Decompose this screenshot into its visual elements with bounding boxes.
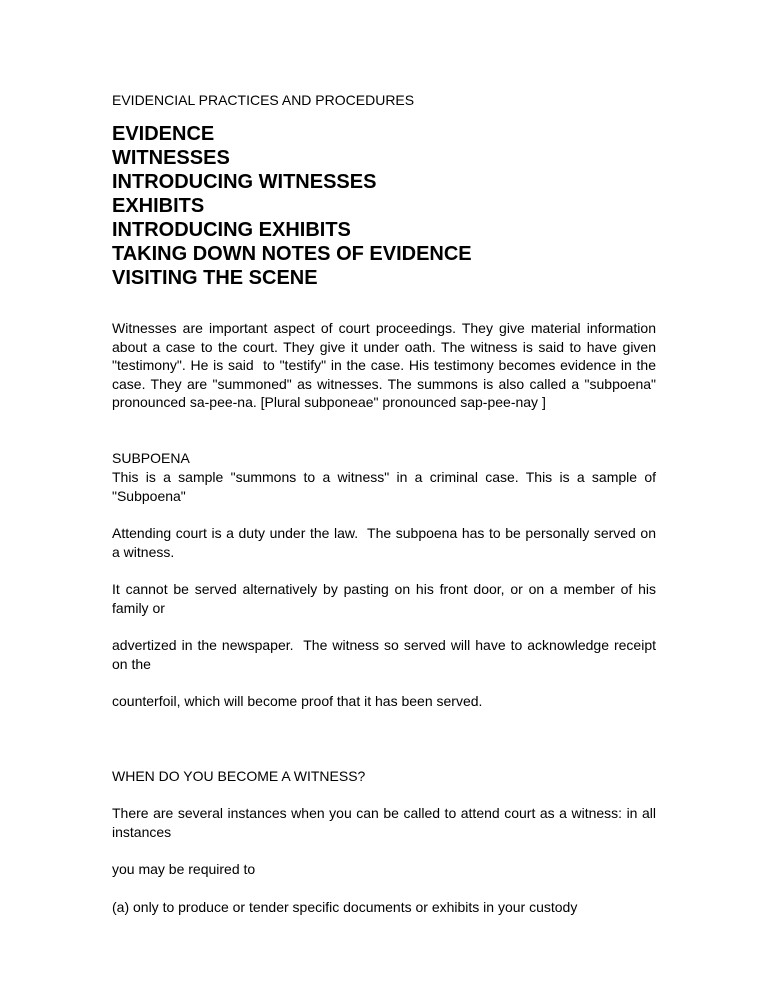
attending-paragraph: Attending court is a duty under the law. The subpoena has to be personally served on a witness. <box>112 525 660 560</box>
when-heading: WHEN DO YOU BECOME A WITNESS? <box>112 768 366 784</box>
heading-taking-notes: TAKING DOWN NOTES OF EVIDENCE <box>112 243 472 265</box>
heading-exhibits: EXHIBITS <box>112 195 205 217</box>
subpoena-paragraph: This is a sample "summons to a witness" in a criminal case. This is a sample of "Subpoena" <box>112 469 656 504</box>
subpoena-heading: SUBPOENA <box>112 450 190 466</box>
cannot-paragraph: It cannot be served alternatively by pasting on his front door, or on a member of his family or <box>112 581 656 616</box>
heading-evidence: EVIDENCE <box>112 123 215 145</box>
list-item-a: (a) only to produce or tender specific documents or exhibits in your custody <box>112 899 578 915</box>
heading-introducing-witnesses: INTRODUCING WITNESSES <box>112 171 377 193</box>
intro-paragraph: Witnesses are important aspect of court proceedings. They give material information about a case to the court. They give it under oath. The witness is said to have given "testimony". He is said to "testify" in the case. His testimony becomes evidence in the case. They are "summoned" as witnesses. The summons is also called a "subpoena" pronounced sa-pee-na. [Plural subponeae" pronounced sap-pee-nay ] <box>112 320 660 411</box>
heading-witnesses: WITNESSES <box>112 147 230 169</box>
advertized-paragraph: advertized in the newspaper. The witness so served will have to acknowledge receipt on the <box>112 637 660 672</box>
required-paragraph: you may be required to <box>112 861 256 877</box>
heading-visiting-scene: VISITING THE SCENE <box>112 267 318 289</box>
instances-paragraph: There are several instances when you can be called to attend court as a witness: in all instances <box>112 805 656 840</box>
heading-introducing-exhibits: INTRODUCING EXHIBITS <box>112 219 351 241</box>
counterfoil-paragraph: counterfoil, which will become proof that it has been served. <box>112 693 483 709</box>
section-headings <box>112 122 472 290</box>
document-title: EVIDENCIAL PRACTICES AND PROCEDURES <box>112 92 415 108</box>
